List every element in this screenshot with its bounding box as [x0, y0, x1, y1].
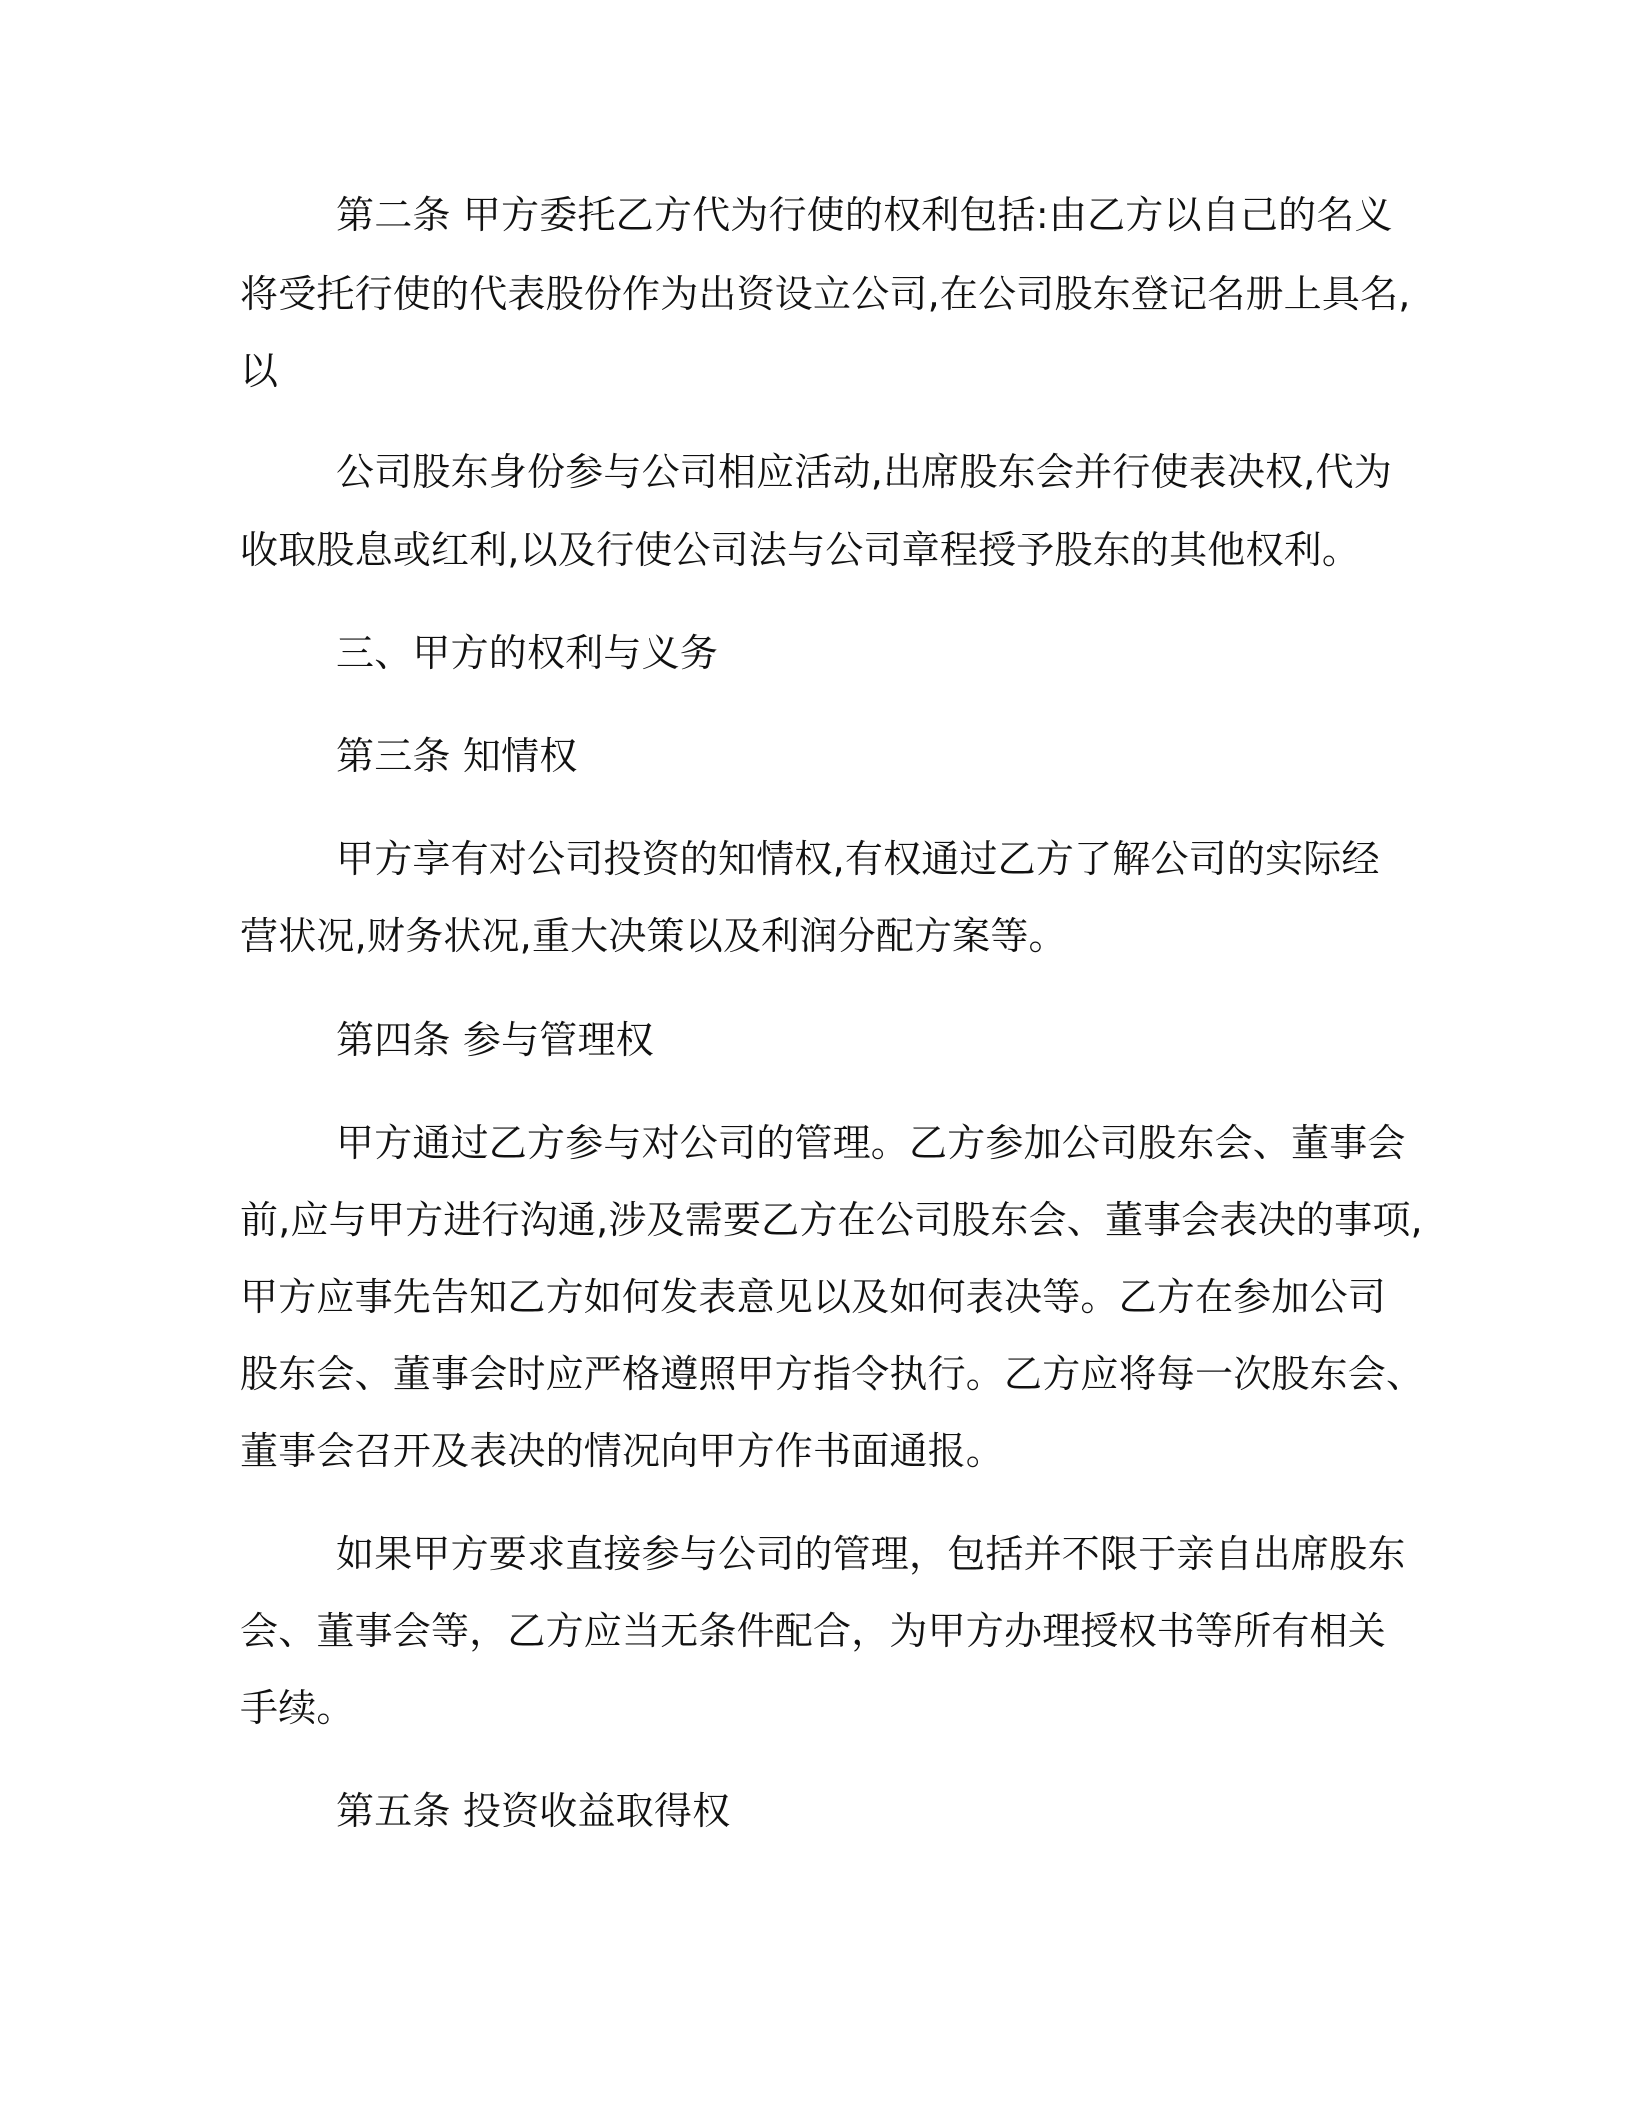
text-line-article-4-p2-l1: 如果甲方要求直接参与公司的管理，包括并不限于亲自出席股东 — [336, 1532, 1406, 1576]
text-line-article-4-p2-l3: 手续。 — [240, 1686, 355, 1730]
text-line-article-4-p1-l4: 股东会、董事会时应严格遵照甲方指令执行。乙方应将每一次股东会、 — [240, 1352, 1425, 1396]
text-line-article-3-l1: 甲方享有对公司投资的知情权,有权通过乙方了解公司的实际经 — [336, 837, 1380, 881]
text-line-article-4-p2-l2: 会、董事会等，乙方应当无条件配合，为甲方办理授权书等所有相关 — [240, 1609, 1387, 1653]
text-line-article-2-p2-l2: 收取股息或红利,以及行使公司法与公司章程授予股东的其他权利。 — [240, 528, 1361, 572]
text-line-article-4-p1-l2: 前,应与甲方进行沟通,涉及需要乙方在公司股东会、董事会表决的事项, — [240, 1198, 1423, 1242]
section-heading-3: 三、甲方的权利与义务 — [336, 631, 719, 675]
article-5-heading: 第五条 投资收益取得权 — [336, 1789, 731, 1833]
text-line-article-4-p1-l1: 甲方通过乙方参与对公司的管理。乙方参加公司股东会、董事会 — [336, 1121, 1406, 1165]
text-line-article-4-p1-l5: 董事会召开及表决的情况向甲方作书面通报。 — [240, 1429, 1005, 1473]
text-line-article-4-p1-l3: 甲方应事先告知乙方如何发表意见以及如何表决等。乙方在参加公司 — [240, 1275, 1387, 1319]
article-4-heading: 第四条 参与管理权 — [336, 1018, 654, 1062]
text-line-article-2-p1-l3: 以 — [240, 349, 279, 393]
text-line-article-2-p2-l1: 公司股东身份参与公司相应活动,出席股东会并行使表决权,代为 — [336, 450, 1392, 494]
text-line-article-2-p1-l2: 将受托行使的代表股份作为出资设立公司,在公司股东登记名册上具名, — [240, 272, 1411, 316]
text-line-article-2-p1-l1: 第二条 甲方委托乙方代为行使的权利包括:由乙方以自己的名义 — [336, 193, 1393, 237]
article-3-heading: 第三条 知情权 — [336, 734, 578, 778]
text-line-article-3-l2: 营状况,财务状况,重大决策以及利润分配方案等。 — [240, 914, 1067, 958]
